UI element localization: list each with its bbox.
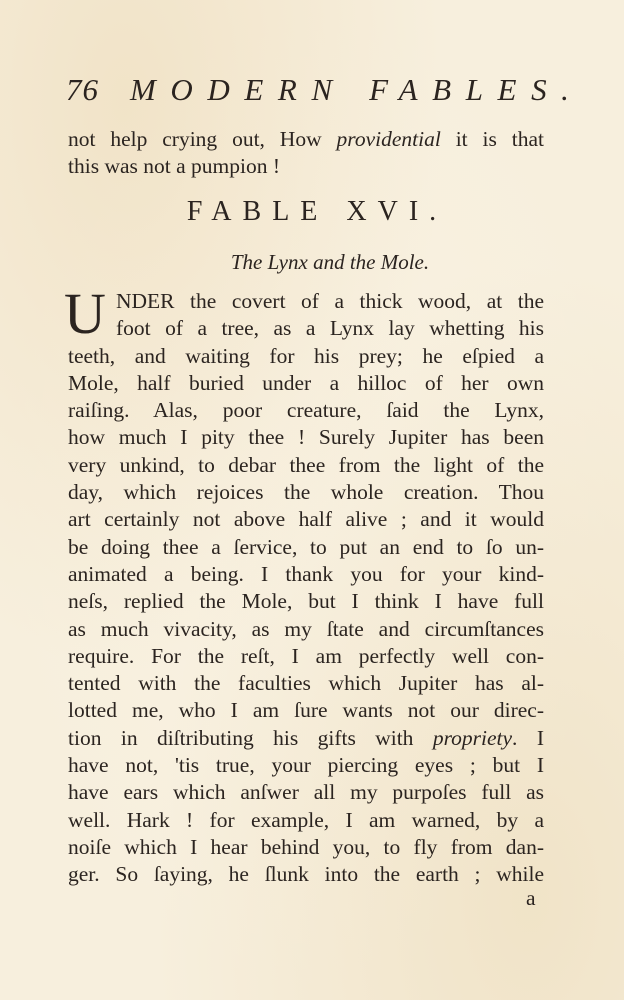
text-line: ger. So ſaying, he ſlunk into the earth ; while (68, 862, 544, 887)
text-line: NDER the covert of a thick wood, at the (116, 289, 544, 313)
text-line: Mole, half buried under a hilloc of her own (68, 370, 544, 395)
text-line: noiſe which I hear behind you, to fly from dan- (68, 834, 544, 859)
text-line: raiſing. Alas, poor creature, ſaid the Lynx, (68, 398, 544, 423)
drop-cap: U (64, 281, 106, 346)
text-line: day, which rejoices the whole creation. Thou (68, 480, 544, 505)
text-line: teeth, and waiting for his prey; he eſpied a (68, 343, 544, 368)
text-line: how much I pity thee ! Surely Jupiter has been (68, 425, 544, 450)
page-number: 76 (66, 72, 99, 107)
opening-text (68, 126, 544, 181)
text-line: tented with the faculties which Jupiter has al- (68, 671, 544, 696)
text-line: require. For the reſt, I am perfectly well con- (68, 643, 544, 668)
text-line: tion in diſtributing his gifts with propriety. I (68, 725, 544, 750)
text-line: not help crying out, How providential it is that (68, 127, 544, 151)
fable-body (64, 281, 544, 889)
text-line: have not, 'tis true, your piercing eyes ; but I (68, 753, 544, 778)
text-line: foot of a tree, as a Lynx lay whetting his (116, 316, 544, 341)
text-line: art certainly not above half alive ; and it would (68, 507, 544, 532)
running-title: MODERN FABLES. (130, 72, 584, 107)
fable-heading: FABLE XVI. (186, 196, 448, 227)
text-line: neſs, replied the Mole, but I think I have full (68, 589, 544, 614)
running-head (66, 72, 584, 112)
text-line: very unkind, to debar thee from the light of the (68, 452, 544, 477)
text-line: this was not a pumpion ! (68, 154, 280, 179)
text-line: well. Hark ! for example, I am warned, by a (68, 807, 544, 832)
catchword: a (526, 886, 536, 910)
text-line: have ears which anſwer all my purpoſes full as (68, 780, 544, 805)
fable-subtitle: The Lynx and the Mole. (230, 250, 430, 274)
text-line: lotted me, who I am ſure wants not our direc- (68, 698, 544, 723)
text-line: as much vivacity, as my ſtate and circumſtances (68, 616, 544, 641)
text-line: be doing thee a ſervice, to put an end to ſo un- (68, 534, 544, 559)
text-line: animated a being. I thank you for your kind- (68, 561, 544, 586)
